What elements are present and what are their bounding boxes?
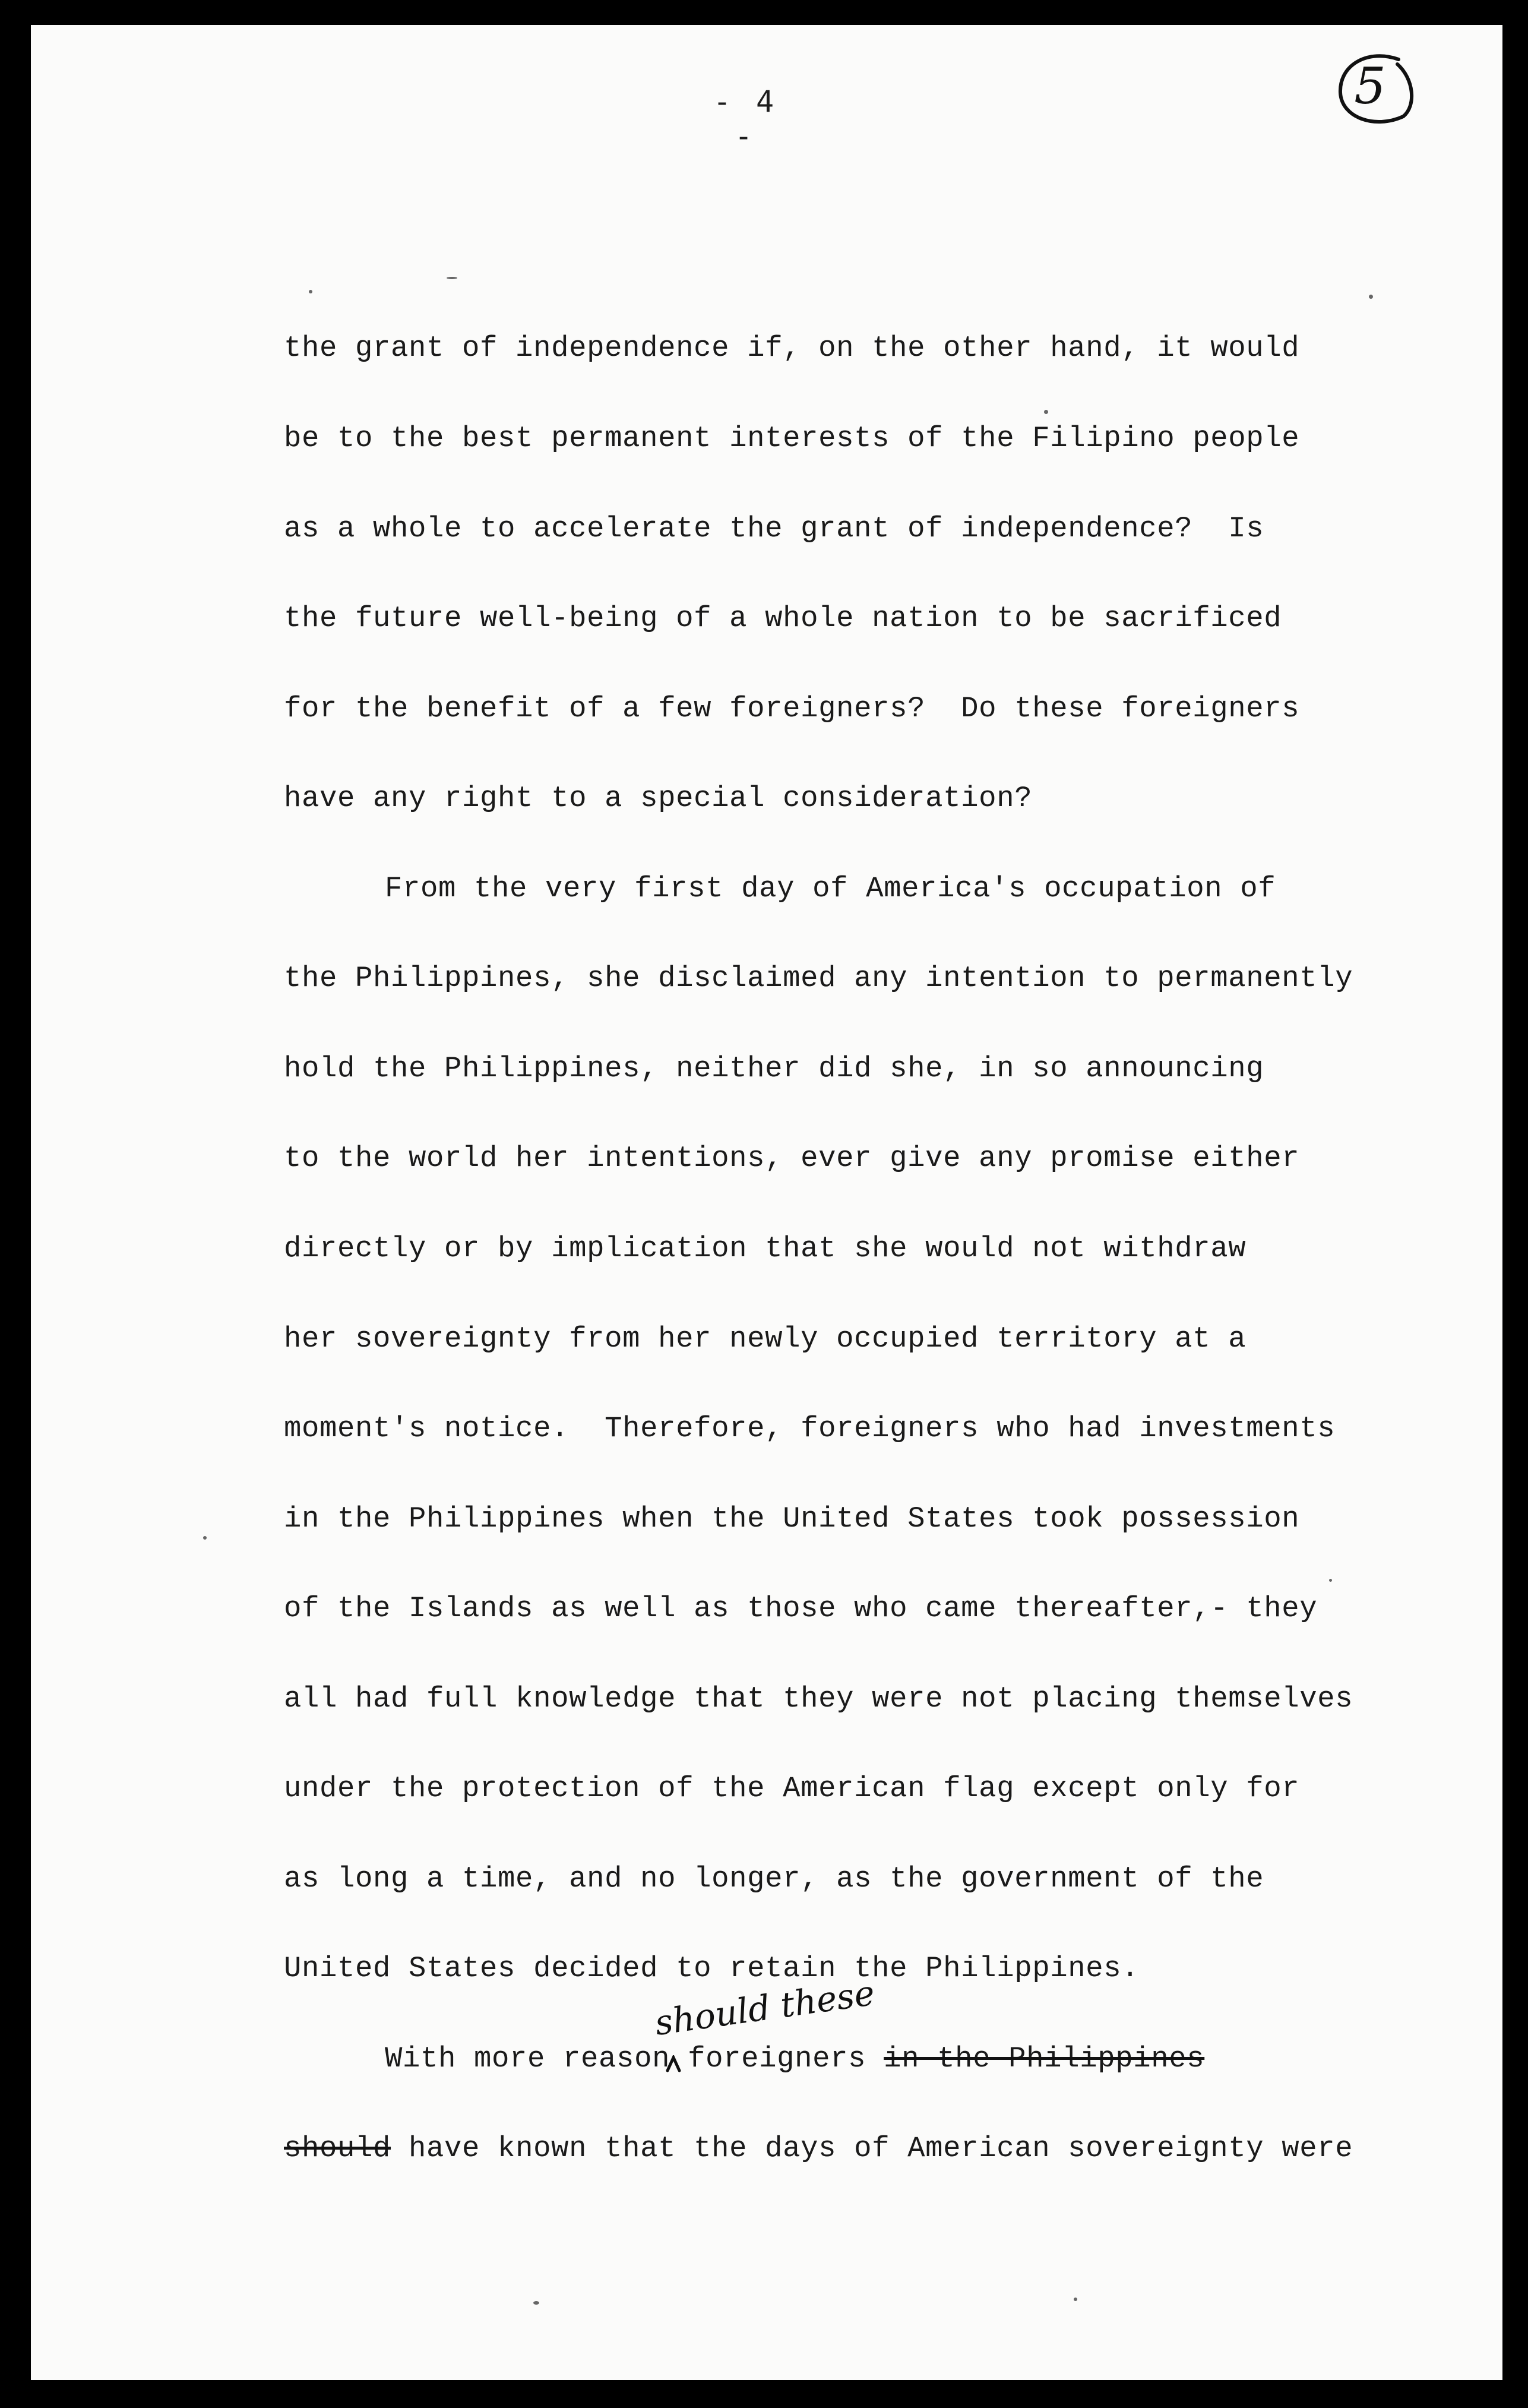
text-line: United States decided to retain the Philippines. xyxy=(284,1952,1140,1985)
text-line: the Philippines, she disclaimed any intention to permanently xyxy=(284,962,1353,995)
scan-speck xyxy=(447,277,457,279)
text-line: as long a time, and no longer, as the government of the xyxy=(284,1862,1264,1895)
text-line: of the Islands as well as those who came thereafter,- they xyxy=(284,1592,1318,1625)
text-fragment: With more reason xyxy=(385,2042,670,2075)
scan-speck xyxy=(1329,1579,1332,1582)
text-line: under the protection of the American flag except only for xyxy=(284,1772,1300,1805)
text-line: be to the best permanent interests of the Filipino people xyxy=(284,422,1300,455)
page-number: - 4 - xyxy=(713,84,778,153)
text-line: From the very first day of America's occupation of xyxy=(385,872,1276,905)
text-line: have any right to a special consideration? xyxy=(284,782,1033,815)
folio-number: 5 xyxy=(1354,57,1386,115)
text-line: her sovereignty from her newly occupied territory at a xyxy=(284,1322,1247,1355)
text-line: as a whole to accelerate the grant of independence? Is xyxy=(284,512,1264,545)
scan-speck xyxy=(533,2301,539,2305)
text-line xyxy=(385,2042,1204,2075)
text-line: in the Philippines when the United States took possession xyxy=(284,1502,1300,1535)
text-fragment: foreigners xyxy=(670,2042,884,2075)
scan-speck xyxy=(309,290,312,293)
scan-speck xyxy=(1369,295,1373,299)
scan-speck xyxy=(203,1536,207,1540)
text-line: moment's notice. Therefore, foreigners who had investments xyxy=(284,1412,1336,1445)
text-line: the future well-being of a whole nation to be sacrificed xyxy=(284,602,1282,635)
text-line: to the world her intentions, ever give any promise either xyxy=(284,1142,1300,1175)
struck-text: should xyxy=(284,2132,391,2165)
text-line: hold the Philippines, neither did she, in so announcing xyxy=(284,1052,1264,1085)
scan-speck xyxy=(1074,2298,1077,2301)
struck-text: in the Philippines xyxy=(884,2042,1205,2075)
text-line: the grant of independence if, on the other hand, it would xyxy=(284,331,1300,365)
handwritten-insertion: should these xyxy=(652,1972,877,2043)
scan-speck xyxy=(1044,410,1048,414)
text-line xyxy=(284,2132,1353,2165)
text-fragment: have known that the days of American sovereignty were xyxy=(391,2132,1353,2165)
text-line: all had full knowledge that they were not placing themselves xyxy=(284,1682,1353,1715)
text-line: for the benefit of a few foreigners? Do these foreigners xyxy=(284,692,1300,725)
text-line: directly or by implication that she would not withdraw xyxy=(284,1232,1247,1265)
